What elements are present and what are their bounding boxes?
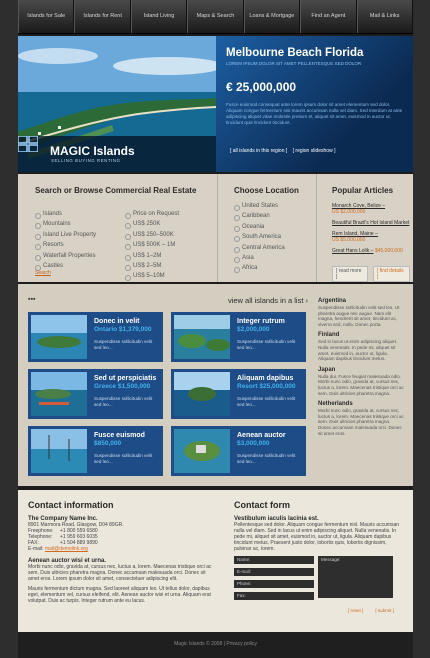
location-item[interactable]: Asia <box>234 255 319 265</box>
type-item[interactable]: Waterfall Properties <box>35 253 125 263</box>
logo-name: MAGIC Islands <box>50 144 135 158</box>
email-link[interactable]: mail@demolink.org <box>44 546 88 552</box>
price-item[interactable]: US$ 250–500K <box>125 232 210 242</box>
search-section <box>18 174 413 282</box>
country-text: Sed in lacus ut enim adipiscing aliquet. Nulla venenatis. In pede mi, aliquet sit amet, euismod in, auctor ut, ligula. Aliquam dapibus tincidunt metus. <box>318 339 398 362</box>
form-text: Pellentesque sed dolor. Aliquam congue fermentum nisl. Mauris accumsan nulla vel diam. Sed in lacus ut enim adipiscing aliquet. Nulla venenatis. In pede mi, aliquet sit amet, euismod in, auctor ut, ligula. Aliquam dapibus tincidunt metus. Praesent justo dolor, lobortis quis, lobortis dignissim, pulvinar ac, lorem. <box>234 522 400 552</box>
email-field[interactable]: E-mail: <box>234 568 314 576</box>
all-islands-region-link[interactable]: [ all islands in this region ] <box>230 148 288 154</box>
logo-icon <box>18 136 38 152</box>
island-desc: Suspendisse sollicitudin velit sed leo... <box>237 339 296 350</box>
search-link[interactable]: Search <box>35 270 51 276</box>
island-photo[interactable] <box>31 429 87 473</box>
island-name: Aliquam dapibus <box>237 375 294 382</box>
island-name: Integer rutrum <box>237 318 285 325</box>
article-price: US $5,000,000 <box>332 237 366 243</box>
price-item[interactable]: Price on Request <box>125 211 210 221</box>
phone-row: Freephone: +1 800 559 6580 <box>28 528 98 534</box>
price-range-list <box>125 211 210 284</box>
island-desc: Suspendisse sollicitudin velit sed leo... <box>237 396 296 407</box>
island-name: Donec in velit <box>94 318 140 325</box>
reset-button[interactable]: [ reset ] <box>348 608 364 613</box>
article-item[interactable] <box>332 203 410 215</box>
contact-section <box>18 490 413 632</box>
company-address: 8901 Marmora Road, Glasgow, D04 89GR. <box>28 522 124 528</box>
country-heading[interactable]: Finland <box>318 332 340 339</box>
island-name: Fusce euismod <box>94 432 145 439</box>
name-field[interactable]: Name: <box>234 556 314 564</box>
island-card[interactable] <box>28 369 163 419</box>
country-heading[interactable]: Argentina <box>318 298 347 304</box>
search-title: Search or Browse Commercial Real Estate <box>35 186 197 195</box>
price-item[interactable]: US$ 250K <box>125 221 210 231</box>
article-title[interactable]: Monarch Cove, Belize – <box>332 203 386 209</box>
list-view-icon[interactable]: ▪▪▪ <box>28 296 36 303</box>
nav-find-agent[interactable]: Find an Agent <box>300 0 356 33</box>
contact-subheading: Aenean auctor wisi et urna. <box>28 558 107 564</box>
hero-title: Melbourne Beach Florida <box>226 47 364 59</box>
column-divider <box>217 174 218 282</box>
hero-photo <box>18 36 216 172</box>
article-title[interactable]: Beautiful Brazil's Hot Island Market <box>332 220 410 226</box>
island-photo[interactable] <box>174 429 230 473</box>
listing-header <box>28 296 318 304</box>
island-photo[interactable] <box>31 372 87 416</box>
island-card[interactable] <box>171 312 306 362</box>
island-photo[interactable] <box>174 315 230 359</box>
type-item[interactable]: Castles <box>35 263 125 273</box>
view-all-link[interactable]: view all islands in a list › <box>227 296 308 305</box>
type-item[interactable]: Mountains <box>35 221 125 231</box>
country-text: Nulla dui. Fusce feugiat malesuada odio. Morbi nunc odio, gravida at, cursus nec, luctus a, lorem. Maecenas tristique orci ac sem. Duis ultricies pharetra magna. <box>318 373 404 396</box>
island-desc: Suspendisse sollicitudin velit sed leo... <box>237 453 296 464</box>
island-name: Sed ut perspiciatis <box>94 375 157 382</box>
nav-mail-links[interactable]: Mail & Links <box>357 0 413 33</box>
island-photo[interactable] <box>174 372 230 416</box>
island-card[interactable] <box>171 426 306 476</box>
footer: Magic Islands © 2008 | Privacy policy <box>18 632 413 658</box>
contact-paragraph: Morbi nunc odio, gravida at, cursus nec, luctus a, lorem. Maecenas tristique orci ac sem. Duis ultricies pharetra magna. Donec accumsan malesuada orci. Donec sit amet eros. Lorem ipsum dolor sit amet, consectetuer adipiscing elit. <box>28 564 212 582</box>
location-item[interactable]: Africa <box>234 265 319 275</box>
type-item[interactable]: Island Live Property <box>35 232 125 242</box>
nav-maps-search[interactable]: Maps & Search <box>187 0 243 33</box>
main-nav <box>18 0 413 34</box>
country-text: Suspendisse sollicitudin velit sed leo. Ut pharetra augue nec augue. Nam elit magna, hendrerit sit amet, tincidunt ac, viverra sed, nulla. Donec porta. <box>318 305 400 327</box>
email-row: E-mail: mail@demolink.org <box>28 546 88 552</box>
hero-description: Fusce euismod consequat ante lorem ipsum dolor sit amet elementum sed dolor. Aliquam congue fermentum nisi mauris accumsan nulla vel diam. Sed interdum at ante adipiscing aliquet vitae molestie pretium et, aliquet sit amet, euismod in auctor ut, tincidunt quis tincidunt tincidunt. <box>226 102 403 125</box>
island-price: $2,000,000 <box>237 326 270 333</box>
price-item[interactable]: US$ 1–2M <box>125 253 210 263</box>
type-item[interactable]: Islands <box>35 211 125 221</box>
article-item[interactable] <box>332 248 410 254</box>
location-column <box>234 174 319 282</box>
phone-row: Telephone: +1 959 603 6035 <box>28 534 98 540</box>
article-item[interactable] <box>332 220 410 226</box>
islands-listing <box>18 284 413 486</box>
island-price: Resort $25,000,000 <box>237 383 296 390</box>
article-buttons <box>332 266 410 282</box>
nav-islands-for-sale[interactable]: Islands for Sale <box>18 0 74 33</box>
nav-loans-mortgage[interactable]: Loans & Mortgage <box>244 0 300 33</box>
island-price: Ontario $1,379,000 <box>94 326 152 333</box>
column-divider <box>316 174 317 282</box>
type-item[interactable]: Resorts <box>35 242 125 252</box>
price-item[interactable]: US$ 5–10M <box>125 273 210 283</box>
hero-info <box>216 36 413 172</box>
island-price: $850,000 <box>94 440 122 447</box>
phone-field[interactable]: Phone: <box>234 580 314 588</box>
location-item[interactable]: Central America <box>234 245 319 255</box>
price-item[interactable]: US$ 2–5M <box>125 263 210 273</box>
location-list <box>234 203 319 276</box>
contact-form-title: Contact form <box>234 500 290 510</box>
hero-banner <box>18 36 413 172</box>
contact-paragraph: Mauris fermentum dictum magna. Sed laoreet aliquam leo. Ut tellus dolor, dapibus eget, elementum vel, cursus eleifend, elit. Aenean auctor wisi et urna. Aliquam erat volutpat. Duis ac turpis. Integer rutrum ante eu lacus. <box>28 586 211 604</box>
hero-links <box>228 148 337 154</box>
island-card[interactable] <box>171 369 306 419</box>
fax-field[interactable]: Fax: <box>234 592 314 600</box>
location-item[interactable]: Caribbean <box>234 213 319 223</box>
property-type-list <box>35 211 125 273</box>
island-name: Aenean auctor <box>237 432 286 439</box>
find-details-button[interactable]: [ find details ] <box>373 266 410 282</box>
price-item[interactable]: US$ 500K – 1M <box>125 242 210 252</box>
hero-price: € 25,000,000 <box>226 80 297 94</box>
phone-row: FAX: +1 504 889 9890 <box>28 540 98 546</box>
form-intro <box>234 516 404 552</box>
nav-island-living[interactable]: Island Living <box>131 0 187 33</box>
article-price: US $2,000,000 <box>332 209 366 215</box>
island-desc: Suspendisse sollicitudin velit sed leo... <box>94 453 153 464</box>
company-name: The Company Name Inc. <box>28 516 98 522</box>
articles-column <box>332 174 410 282</box>
country-sidebar <box>318 298 404 436</box>
country-heading[interactable]: Netherlands <box>318 401 353 408</box>
message-field[interactable]: Message: <box>318 556 393 598</box>
location-item[interactable]: South America <box>234 234 319 244</box>
location-title: Choose Location <box>234 186 299 195</box>
article-title[interactable]: Great Hans Lolik – <box>332 248 374 254</box>
island-price: $3,000,000 <box>237 440 270 447</box>
articles-title: Popular Articles <box>332 186 394 195</box>
region-slideshow-link[interactable]: [ region slideshow ] <box>292 148 336 154</box>
form-subheading: Vestibulum iaculis lacinia est. <box>234 516 319 522</box>
location-item[interactable]: United States <box>234 203 319 213</box>
contact-info <box>28 516 218 604</box>
article-item[interactable] <box>332 231 410 243</box>
nav-islands-for-rent[interactable]: Islands for Rent <box>74 0 130 33</box>
article-title[interactable]: Rem Island, Maine – <box>332 231 378 237</box>
search-browse <box>35 174 215 282</box>
logo-tagline: SELLING BUYING RENTING <box>51 158 121 163</box>
country-text: Morbi nunc odio, gravida at, cursus nec, luctus a, lorem. Maecenas tristique orci ac sem. Duis ultricies pharetra magna. Donec accumsan malesuada orci. Donec sit amet eros. <box>318 408 404 436</box>
contact-info-title: Contact information <box>28 500 114 510</box>
island-card[interactable] <box>28 312 163 362</box>
hero-subtitle: LOREM IPSUM DOLOR SIT AMET PELLENTESQUE SED DOLOR <box>226 61 362 66</box>
island-photo[interactable] <box>31 315 87 359</box>
island-card[interactable] <box>28 426 163 476</box>
form-buttons <box>348 608 394 613</box>
page <box>18 0 413 658</box>
article-price: $45,000,000 <box>374 248 403 254</box>
logo[interactable] <box>18 136 216 172</box>
island-desc: Suspendisse sollicitudin velit sed leo... <box>94 339 153 350</box>
submit-button[interactable]: [ submit ] <box>375 608 394 613</box>
location-item[interactable]: Oceania <box>234 224 319 234</box>
read-more-button[interactable]: [ read more ] <box>332 266 368 282</box>
island-price: Greece $1,500,000 <box>94 383 151 390</box>
island-desc: Suspendisse sollicitudin velit sed leo... <box>94 396 153 407</box>
country-heading[interactable]: Japan <box>318 366 336 373</box>
